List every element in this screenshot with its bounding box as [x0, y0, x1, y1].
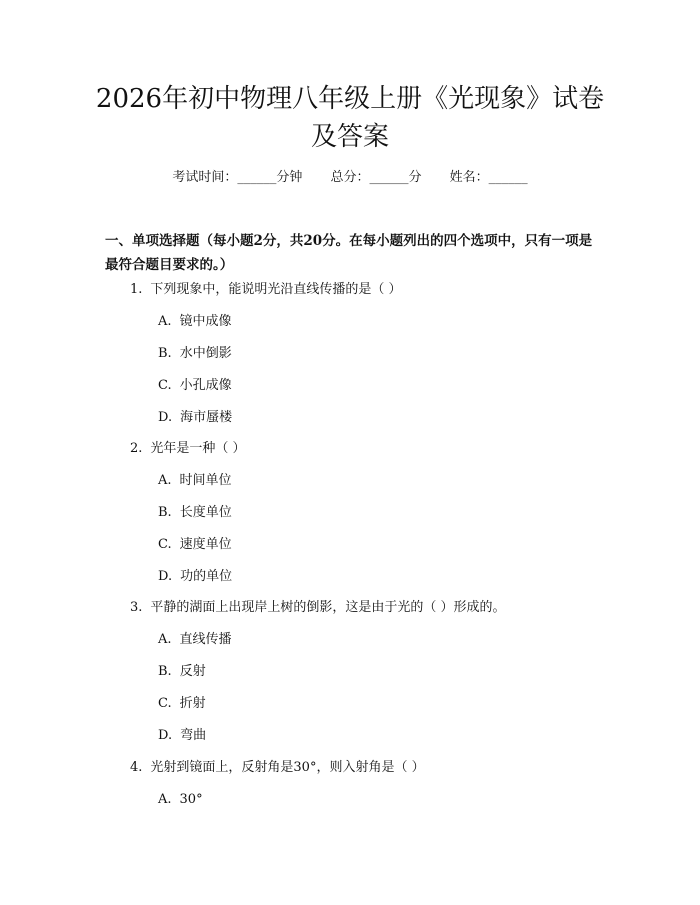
- option: [158, 536, 232, 554]
- option-letter: D.: [158, 728, 173, 743]
- option-text: 小孔成像: [179, 378, 232, 393]
- option-letter: B.: [158, 664, 172, 679]
- name-field: 姓名：______: [449, 170, 528, 185]
- option-letter: B.: [158, 346, 172, 361]
- option-text: 长度单位: [179, 505, 232, 520]
- question-text: 平静的湖面上出现岸上树的倒影，这是由于光的（ ）形成的。: [150, 600, 506, 615]
- option: [158, 791, 203, 809]
- exam-info: [0, 169, 700, 187]
- option-text: 功的单位: [180, 569, 233, 584]
- section-heading: 一、单项选择题（每小题2分，共20分。在每小题列出的四个选项中，只有一项是最符合题目要求的。）: [105, 233, 593, 273]
- question-number: 3.: [130, 600, 143, 615]
- option-text: 直线传播: [179, 632, 232, 647]
- option-letter: A.: [158, 632, 172, 647]
- option: [158, 409, 232, 427]
- question-4: [130, 759, 425, 777]
- option-letter: C.: [158, 537, 172, 552]
- option-letter: D.: [158, 569, 173, 584]
- option-letter: A.: [158, 314, 172, 329]
- option-text: 30°: [179, 792, 203, 807]
- option-letter: B.: [158, 505, 172, 520]
- option: [158, 472, 232, 490]
- question-number: 1.: [130, 282, 143, 297]
- option: [158, 568, 232, 586]
- option-letter: A.: [158, 792, 172, 807]
- option: [158, 727, 206, 745]
- total-score-field: 总分：______分: [330, 170, 422, 185]
- question-text: 光射到镜面上，反射角是30°，则入射角是（ ）: [150, 760, 425, 775]
- option-text: 镜中成像: [179, 314, 232, 329]
- question-number: 2.: [130, 441, 143, 456]
- option-letter: C.: [158, 696, 172, 711]
- option-text: 海市蜃楼: [180, 410, 233, 425]
- question-text: 下列现象中，能说明光沿直线传播的是（ ）: [150, 282, 402, 297]
- document-title: 2026年初中物理八年级上册《光现象》试卷: [95, 84, 605, 114]
- option: [158, 631, 232, 649]
- question-2: [130, 440, 246, 458]
- option: [158, 313, 232, 331]
- option-letter: D.: [158, 410, 173, 425]
- question-1: [130, 281, 402, 299]
- option: [158, 345, 232, 363]
- option: [158, 377, 232, 395]
- option: [158, 504, 232, 522]
- option: [158, 663, 206, 681]
- document-title-line2: 及答案: [310, 122, 389, 152]
- option-text: 速度单位: [179, 537, 232, 552]
- option: [158, 695, 206, 713]
- option-text: 折射: [179, 696, 206, 711]
- question-number: 4.: [130, 760, 143, 775]
- option-letter: C.: [158, 378, 172, 393]
- option-text: 弯曲: [180, 728, 207, 743]
- exam-time-field: 考试时间：______分钟: [172, 170, 303, 185]
- question-text: 光年是一种（ ）: [150, 441, 246, 456]
- option-text: 反射: [179, 664, 206, 679]
- question-3: [130, 599, 506, 617]
- option-letter: A.: [158, 473, 172, 488]
- option-text: 水中倒影: [179, 346, 232, 361]
- option-text: 时间单位: [179, 473, 232, 488]
